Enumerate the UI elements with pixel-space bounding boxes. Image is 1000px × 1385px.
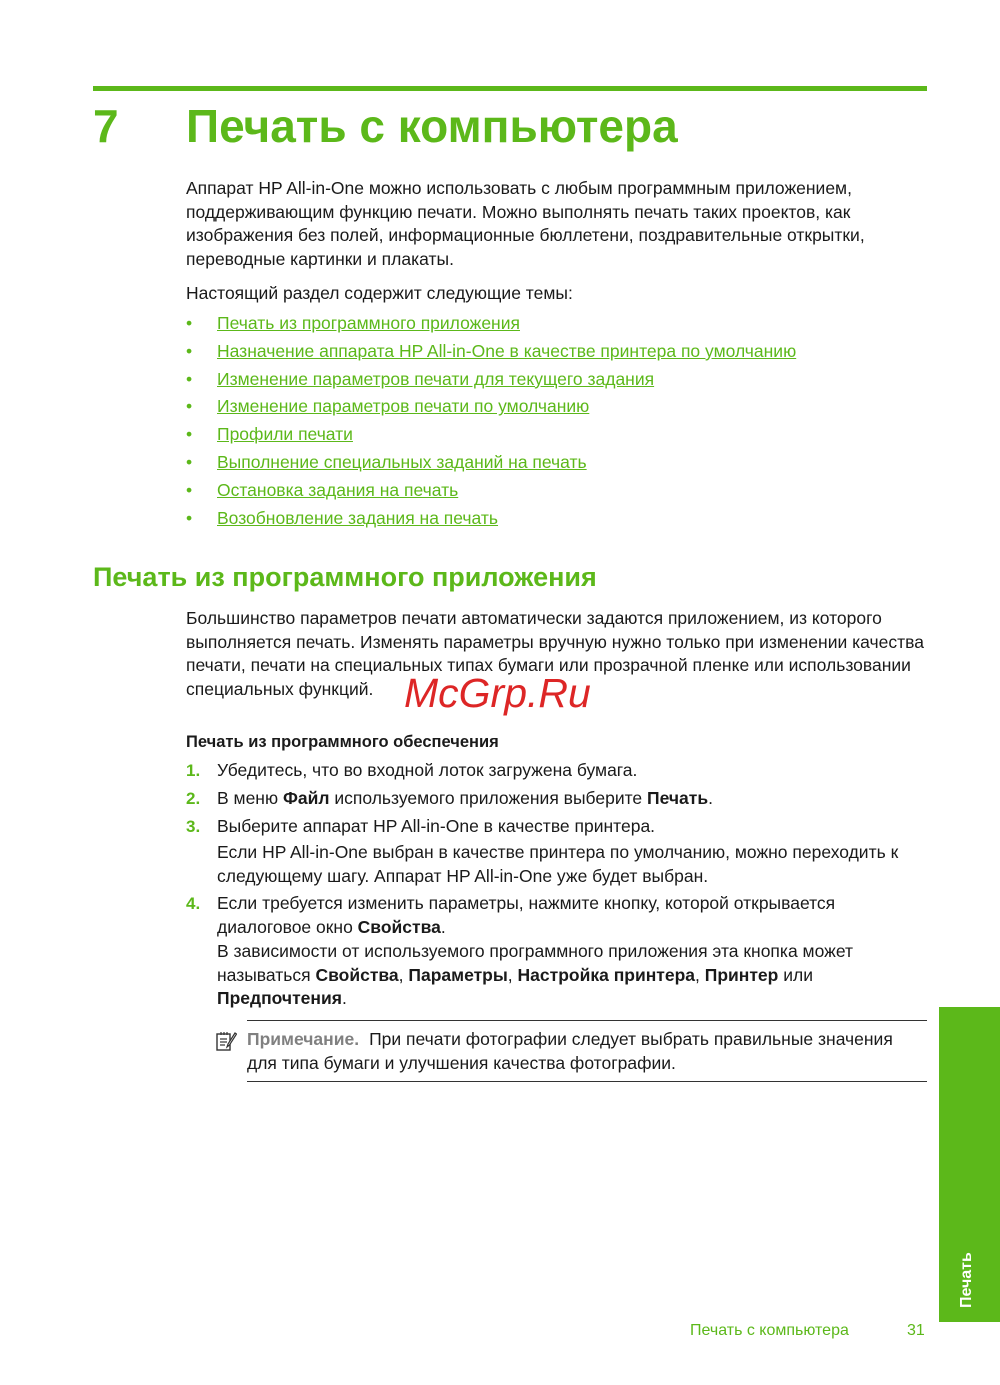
bullet-icon: • bbox=[186, 368, 193, 389]
side-tab-label: Печать bbox=[958, 1252, 975, 1308]
topic-link[interactable]: Печать из программного приложения bbox=[217, 313, 520, 333]
step-text: Если требуется изменить параметры, нажмите кнопку, которой открывается диалоговое окно Свойства. bbox=[217, 893, 836, 937]
topic-link[interactable]: Выполнение специальных заданий на печать bbox=[217, 451, 587, 472]
note-pencil-icon bbox=[215, 1030, 237, 1052]
bullet-icon: • bbox=[186, 424, 193, 445]
section-heading: Печать из программного приложения bbox=[93, 562, 597, 592]
note-label: Примечание. bbox=[247, 1029, 360, 1049]
bullet-icon: • bbox=[186, 451, 193, 472]
chapter-intro: Аппарат HP All-in-One можно использовать с любым программным приложением, поддерживающим функцию печати. Можно выполнять печать таких проектов, как изображения без полей, информационные бюллетени, поздравительные открытки, переводные картинки и плакаты. bbox=[186, 178, 865, 269]
page-number: 31 bbox=[907, 1322, 925, 1339]
topic-link[interactable]: Изменение параметров печати по умолчанию bbox=[217, 396, 590, 417]
step-number: 1. bbox=[186, 761, 201, 780]
bullet-icon: • bbox=[186, 340, 193, 361]
chapter-number: 7 bbox=[93, 100, 119, 152]
step-text: В меню Файл используемого приложения выберите Печать. bbox=[217, 788, 713, 808]
step-detail: Если HP All-in-One выбран в качестве принтера по умолчанию, можно переходить к следующему шагу. Аппарат HP All-in-One уже будет выбран. bbox=[217, 842, 899, 886]
bullet-icon: • bbox=[186, 396, 193, 417]
topic-link[interactable]: Изменение параметров печати для текущего задания bbox=[217, 368, 655, 389]
note-top-rule bbox=[247, 1020, 927, 1021]
step-text: Убедитесь, что во входной лоток загружена бумага. bbox=[217, 760, 638, 780]
bullet-icon: • bbox=[186, 507, 193, 528]
topic-link[interactable]: Возобновление задания на печать bbox=[217, 507, 499, 528]
note-text bbox=[247, 1028, 927, 1075]
step-number: 3. bbox=[186, 817, 201, 836]
section-body: Большинство параметров печати автоматически задаются приложением, из которого выполняется печать. Изменять параметры вручную нужно только при изменении качества печати, печати на специальных типах бумаги или прозрачной пленке или использовании специальных функций. bbox=[186, 608, 924, 699]
step-number: 4. bbox=[186, 894, 201, 913]
note-bottom-rule bbox=[247, 1081, 927, 1082]
chapter-top-rule bbox=[93, 86, 927, 91]
topics-intro: Настоящий раздел содержит следующие темы: bbox=[186, 283, 573, 303]
step-detail: В зависимости от используемого программного приложения эта кнопка может называться Свойства, Параметры, Настройка принтера, Принтер или Предпочтения. bbox=[217, 941, 853, 1008]
chapter-title: Печать с компьютера bbox=[186, 100, 678, 152]
step-text: Выберите аппарат HP All-in-One в качестве принтера. bbox=[217, 816, 656, 836]
note-body: При печати фотографии следует выбрать правильные значения для типа бумаги и улучшения качества фотографии. bbox=[247, 1029, 893, 1073]
topic-link[interactable]: Назначение аппарата HP All-in-One в качестве принтера по умолчанию bbox=[217, 340, 797, 361]
bullet-icon: • bbox=[186, 313, 193, 333]
bullet-icon: • bbox=[186, 479, 193, 500]
procedure-heading: Печать из программного обеспечения bbox=[186, 733, 499, 751]
step-number: 2. bbox=[186, 789, 201, 808]
topic-link[interactable]: Профили печати bbox=[217, 424, 353, 445]
footer-title: Печать с компьютера bbox=[690, 1322, 849, 1339]
watermark: McGrp.Ru bbox=[404, 670, 591, 716]
topic-link[interactable]: Остановка задания на печать bbox=[217, 479, 459, 500]
